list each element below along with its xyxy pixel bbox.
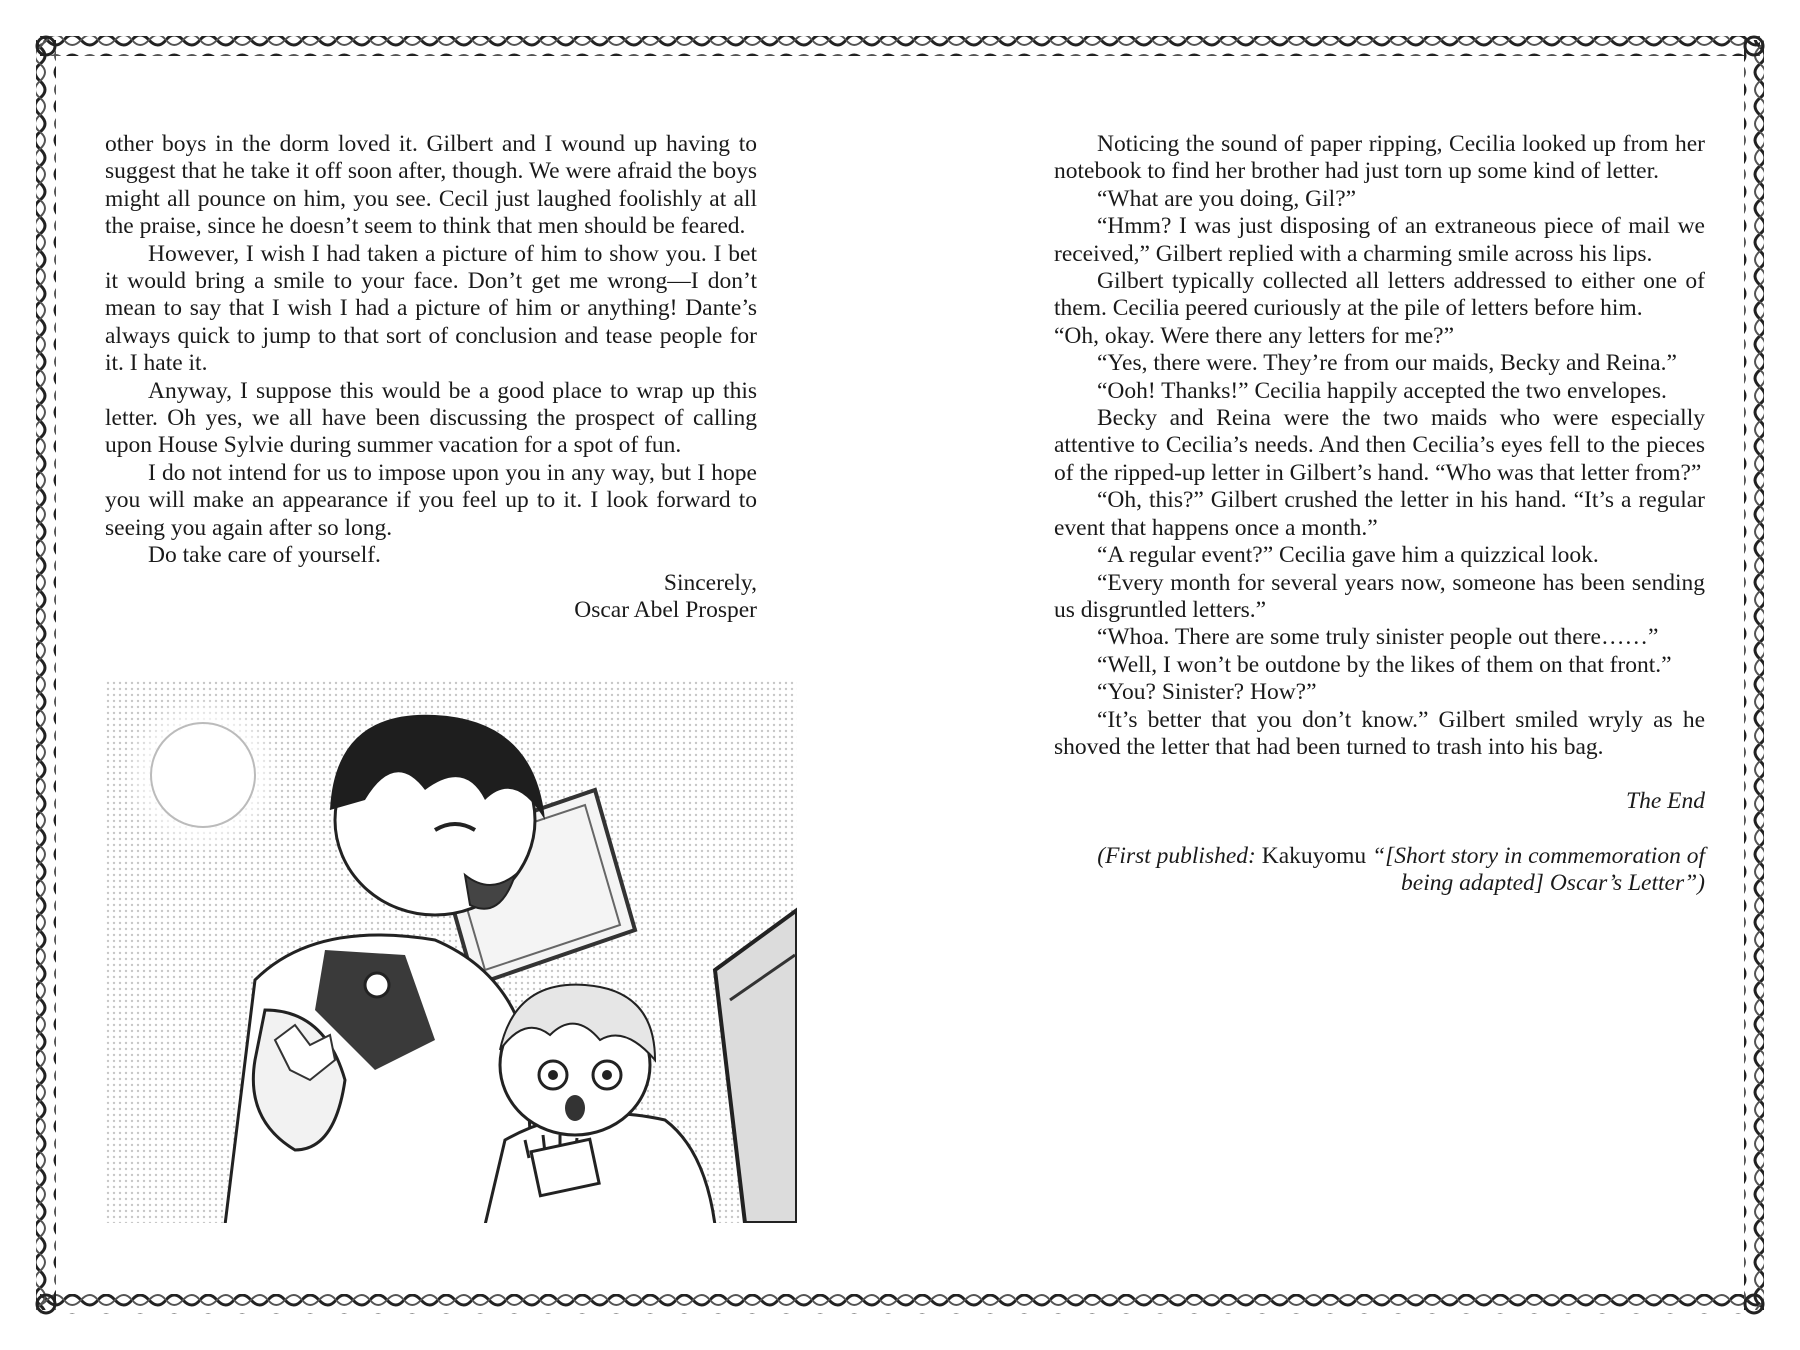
paragraph: “Well, I won’t be outdone by the likes of them on that front.” bbox=[1097, 651, 1672, 678]
pub-site: Kakuyomu bbox=[1261, 842, 1367, 869]
illustration-art bbox=[105, 680, 797, 1223]
publication-note bbox=[1054, 843, 1705, 897]
paragraph: “Ooh! Thanks!” Cecilia happily accepted the two envelopes. bbox=[1097, 377, 1667, 404]
paragraph: I do not intend for us to impose upon you in any way, but I hope you will make an appearance if you feel up to it. I look forward to seeing you again after so long. bbox=[105, 459, 757, 541]
right-page-text bbox=[1054, 131, 1705, 897]
paragraph: Noticing the sound of paper ripping, Cecilia looked up from her notebook to find her brother had just torn up some kind of letter. bbox=[1054, 131, 1705, 185]
pub-title: “[Short story in commemoration of being adapted] Oscar’s Letter”) bbox=[1372, 842, 1705, 896]
letter-closing: Sincerely, bbox=[663, 569, 757, 596]
paragraph: Anyway, I suppose this would be a good place to wrap up this letter. Oh yes, we all have been discussing the prospect of calling upon House Sylvie during summer vacation for a spot of fun. bbox=[105, 377, 757, 459]
manga-illustration bbox=[105, 680, 797, 1223]
paragraph: “Every month for several years now, someone has been sending us disgruntled letters.” bbox=[1054, 569, 1705, 623]
paragraph: “A regular event?” Cecilia gave him a quizzical look. bbox=[1097, 542, 1599, 569]
paragraph: Do take care of yourself. bbox=[148, 542, 381, 569]
paragraph: “Yes, there were. They’re from our maids, Becky and Reina.” bbox=[1097, 350, 1677, 377]
paragraph: “What are you doing, Gil?” bbox=[1097, 185, 1357, 212]
paragraph: other boys in the dorm loved it. Gilbert and I wound up having to suggest that he take it off soon after, though. We were afraid the boys might all pounce on him, you see. Cecil just laughed foolishly at all the praise, since he doesn’t seem to think that men should be feared. bbox=[105, 131, 757, 240]
the-end-label: The End bbox=[1626, 788, 1705, 815]
paragraph: “You? Sinister? How?” bbox=[1097, 679, 1317, 706]
letter-signature: Oscar Abel Prosper bbox=[574, 596, 757, 623]
paragraph: “It’s better that you don’t know.” Gilbert smiled wryly as he shoved the letter that had been turned to trash into his bag. bbox=[1054, 706, 1705, 760]
paragraph: “Whoa. There are some truly sinister people out there……” bbox=[1097, 624, 1659, 651]
left-page-text bbox=[105, 131, 757, 624]
paragraph: However, I wish I had taken a picture of him to show you. I bet it would bring a smile to your face. Don’t get me wrong—I don’t mean to say that I wish I had a picture of him or anything! Dante’s always quick to jump to that sort of conclusion and tease people for it. I hate it. bbox=[105, 240, 757, 377]
paragraph: “Hmm? I was just disposing of an extraneous piece of mail we received,” Gilbert replied with a charming smile across his lips. bbox=[1054, 213, 1705, 267]
paragraph: “Oh, this?” Gilbert crushed the letter in his hand. “It’s a regular event that happens once a month.” bbox=[1054, 487, 1705, 541]
pub-prefix: (First published: bbox=[1097, 842, 1256, 869]
paragraph: Becky and Reina were the two maids who were especially attentive to Cecilia’s needs. And then Cecilia’s eyes fell to the pieces of the ripped-up letter in Gilbert’s hand. “Who was that letter from?” bbox=[1054, 405, 1705, 486]
paragraph: “Oh, okay. Were there any letters for me?” bbox=[1054, 322, 1455, 349]
paragraph: Gilbert typically collected all letters addressed to either one of them. Cecilia peered curiously at the pile of letters before him. bbox=[1054, 268, 1705, 322]
